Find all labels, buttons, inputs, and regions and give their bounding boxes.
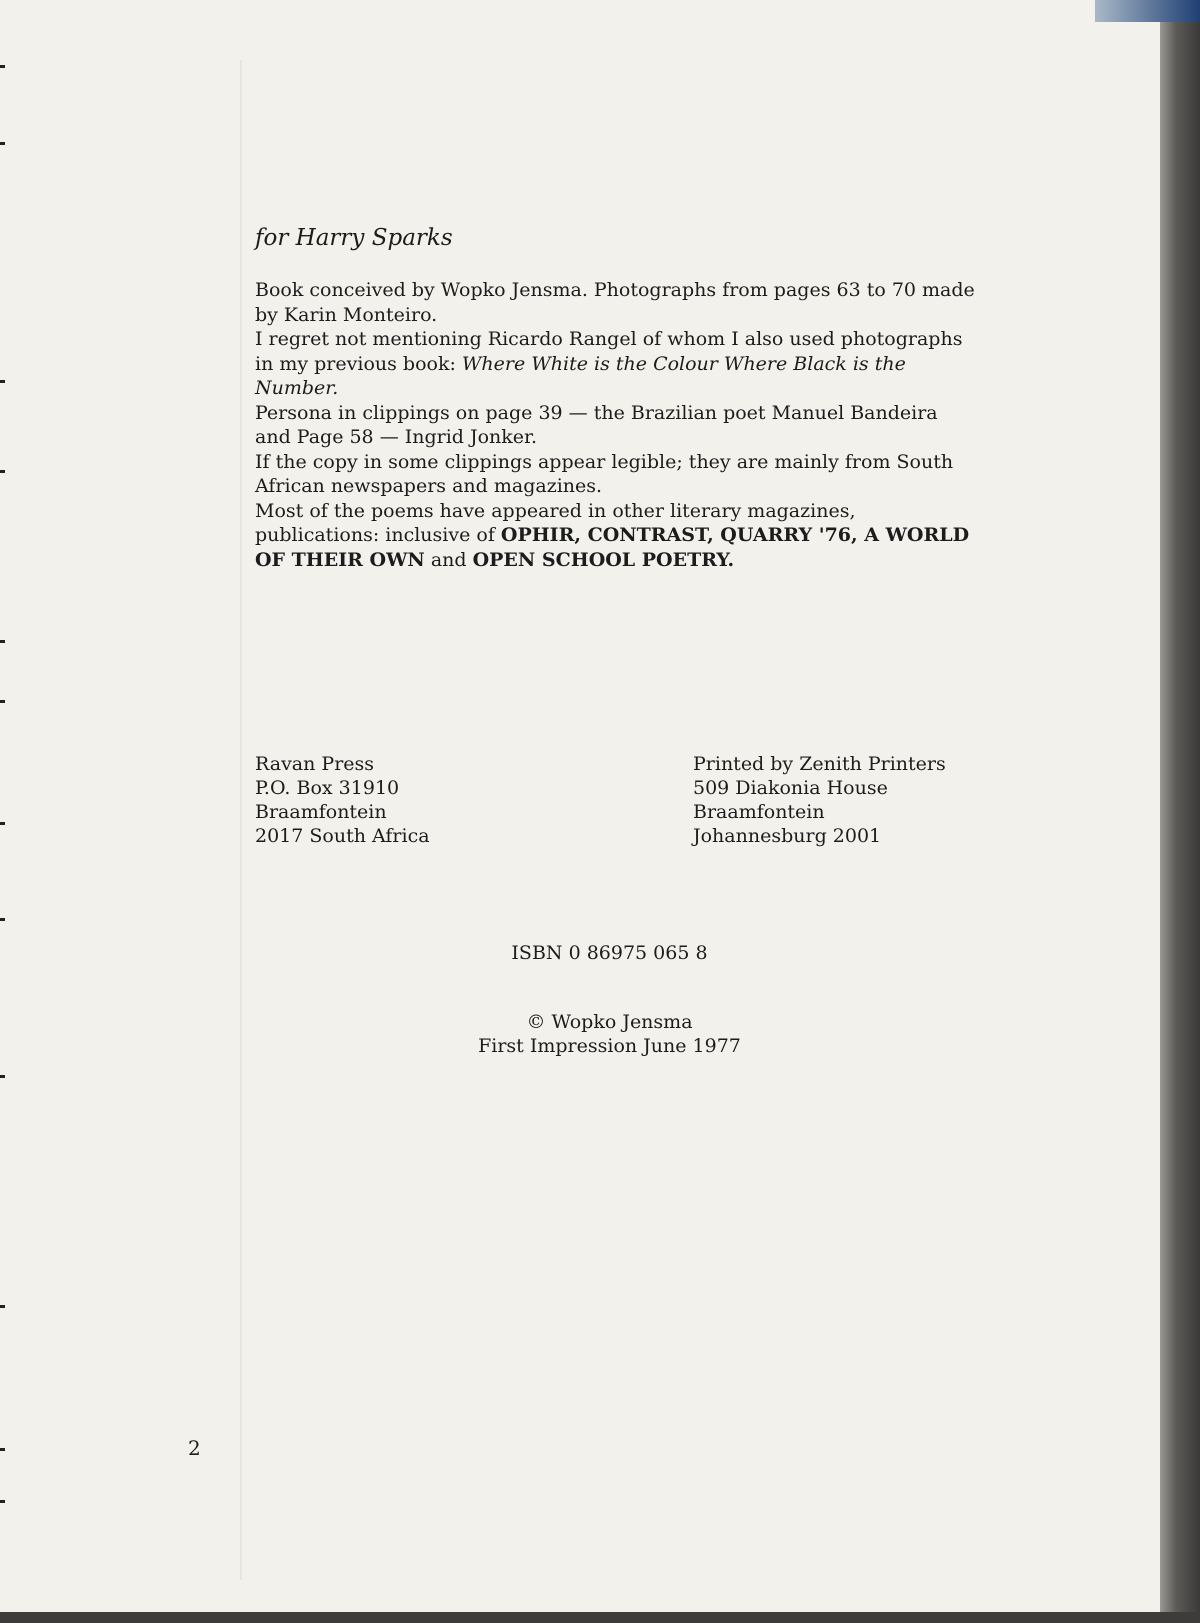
publisher-address — [255, 752, 430, 848]
printer-street: 509 Diakonia House — [693, 777, 888, 799]
credits-publications — [255, 499, 975, 573]
left-edge-marks — [0, 0, 8, 1612]
credits-rangel-text: I regret not mentioning Ricardo Rangel of whom I also used photographs in my previous book: — [255, 328, 963, 375]
publication-list: OPHIR, CONTRAST, QUARRY '76, A WORLD OF THEIR OWN — [255, 524, 970, 571]
publisher-name: Ravan Press — [255, 753, 375, 775]
credits-persona: Persona in clippings on page 39 — the Brazilian poet Manuel Bandeira and Page 58 — Ingrid Jonker. — [255, 401, 938, 448]
publisher-box: P.O. Box 31910 — [255, 777, 400, 799]
publisher-suburb: Braamfontein — [255, 801, 387, 823]
first-impression: First Impression June 1977 — [478, 1035, 741, 1057]
credits-block — [255, 278, 975, 572]
previous-book-title: Where White is the Colour Where Black is the Number. — [255, 352, 906, 399]
publication-and: and — [424, 548, 473, 571]
printer-address — [693, 752, 946, 848]
copyright-block — [0, 1010, 1176, 1058]
scan-bottom-edge — [0, 1612, 1200, 1623]
printer-city: Johannesburg 2001 — [693, 825, 882, 847]
dedication: for Harry Sparks — [255, 225, 453, 251]
publisher-city: 2017 South Africa — [255, 825, 430, 847]
cover-edge-tab — [1095, 0, 1200, 22]
printer-suburb: Braamfontein — [693, 801, 825, 823]
book-spine-shadow — [1160, 0, 1200, 1623]
credits-rangel — [255, 327, 975, 401]
credits-photographs: Book conceived by Wopko Jensma. Photographs from pages 63 to 70 made by Karin Monteiro. — [255, 279, 975, 326]
credits-clippings: If the copy in some clippings appear legible; they are mainly from South African newspapers and magazines. — [255, 450, 954, 497]
publication-last: OPEN SCHOOL POETRY. — [472, 548, 735, 571]
isbn: ISBN 0 86975 065 8 — [511, 942, 708, 964]
page-number: 2 — [188, 1436, 201, 1460]
printer-name: Printed by Zenith Printers — [693, 753, 946, 775]
credits-publications-text: Most of the poems have appeared in other literary magazines, publications: inclusive of — [255, 499, 856, 546]
copyright-holder: © Wopko Jensma — [526, 1011, 693, 1033]
